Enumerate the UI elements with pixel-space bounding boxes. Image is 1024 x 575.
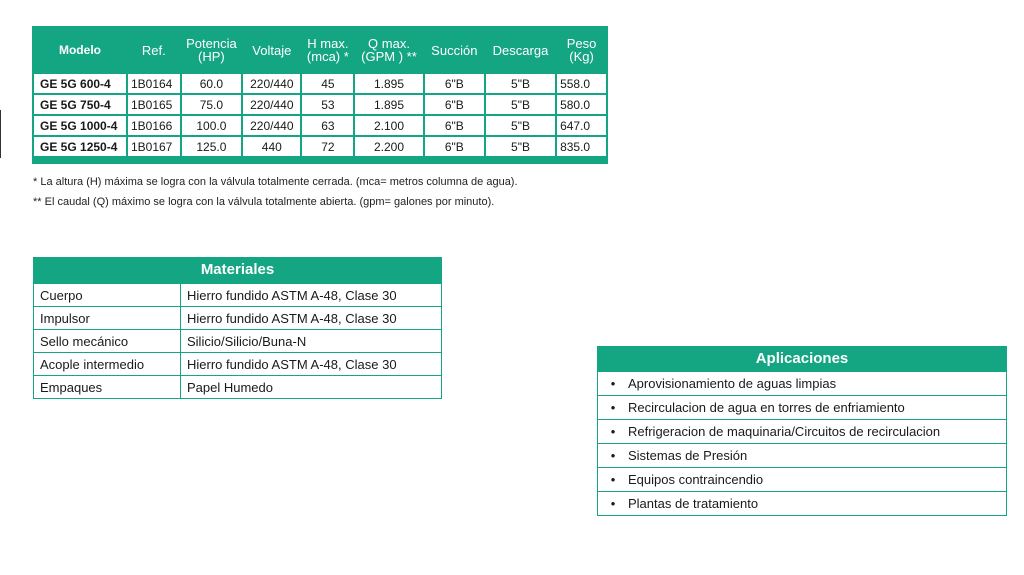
table-row bbox=[34, 307, 442, 330]
material-part: Sello mecánico bbox=[34, 330, 181, 353]
materiales-title: Materiales bbox=[33, 257, 442, 283]
cell-hmax: 63 bbox=[302, 116, 353, 135]
cell-peso: 580.0 bbox=[557, 95, 606, 114]
list-item-label: Aprovisionamiento de aguas limpias bbox=[628, 376, 837, 391]
material-part: Impulsor bbox=[34, 307, 181, 330]
table-row bbox=[34, 137, 606, 156]
cell-descarga: 5"B bbox=[486, 137, 555, 156]
cell-modelo: GE 5G 1000-4 bbox=[34, 116, 126, 135]
cell-modelo: GE 5G 600-4 bbox=[34, 74, 126, 93]
cell-voltaje: 220/440 bbox=[243, 95, 300, 114]
table-row bbox=[34, 74, 606, 93]
material-value: Hierro fundido ASTM A-48, Clase 30 bbox=[181, 307, 442, 330]
list-item-label: Sistemas de Presión bbox=[628, 448, 748, 463]
bullet-icon: • bbox=[610, 424, 616, 439]
material-value: Silicio/Silicio/Buna-N bbox=[181, 330, 442, 353]
table-row bbox=[34, 95, 606, 114]
table-row bbox=[34, 284, 442, 307]
cell-modelo: GE 5G 1250-4 bbox=[34, 137, 126, 156]
cell-succion: 6"B bbox=[425, 95, 484, 114]
list-item bbox=[597, 372, 1007, 396]
cell-hmax: 45 bbox=[302, 74, 353, 93]
list-item bbox=[597, 396, 1007, 420]
cell-voltaje: 440 bbox=[243, 137, 300, 156]
cell-peso: 647.0 bbox=[557, 116, 606, 135]
col-modelo: Modelo bbox=[58, 42, 101, 57]
material-part: Cuerpo bbox=[34, 284, 181, 307]
col-ref: Ref. bbox=[141, 42, 166, 58]
cell-peso: 835.0 bbox=[557, 137, 606, 156]
col-descarga: Descarga bbox=[492, 42, 549, 58]
col-hmax-unit: (mca) * bbox=[306, 49, 349, 64]
list-item-label: Recirculacion de agua en torres de enfriamiento bbox=[628, 400, 905, 415]
cell-descarga: 5"B bbox=[486, 74, 555, 93]
col-potencia-label: Potencia bbox=[186, 36, 237, 51]
aplicaciones-list bbox=[597, 346, 1007, 516]
cell-potencia: 60.0 bbox=[182, 74, 242, 93]
edge-divider bbox=[0, 110, 1, 158]
col-hmax bbox=[302, 28, 353, 72]
col-qmax-label: Q max. bbox=[368, 36, 410, 51]
cell-succion: 6"B bbox=[425, 116, 484, 135]
list-item bbox=[597, 468, 1007, 492]
material-value: Hierro fundido ASTM A-48, Clase 30 bbox=[181, 353, 442, 376]
cell-descarga: 5"B bbox=[486, 116, 555, 135]
material-value: Papel Humedo bbox=[181, 376, 442, 399]
table-row bbox=[34, 376, 442, 399]
cell-ref: 1B0165 bbox=[128, 95, 180, 114]
col-voltaje: Voltaje bbox=[252, 42, 292, 58]
list-item-label: Equipos contraincendio bbox=[628, 472, 764, 487]
col-peso-label: Peso bbox=[566, 36, 597, 51]
col-potencia bbox=[182, 28, 242, 72]
table-row bbox=[34, 116, 606, 135]
col-succion: Succión bbox=[431, 42, 478, 58]
col-hmax-label: H max. bbox=[307, 36, 349, 51]
cell-potencia: 75.0 bbox=[182, 95, 242, 114]
note-altura: * La altura (H) máxima se logra con la válvula totalmente cerrada. (mca= metros columna de agua). bbox=[33, 176, 518, 188]
cell-potencia: 100.0 bbox=[182, 116, 242, 135]
cell-voltaje: 220/440 bbox=[243, 74, 300, 93]
cell-voltaje: 220/440 bbox=[243, 116, 300, 135]
cell-succion: 6"B bbox=[425, 137, 484, 156]
col-qmax bbox=[355, 28, 422, 72]
cell-potencia: 125.0 bbox=[182, 137, 242, 156]
cell-hmax: 72 bbox=[302, 137, 353, 156]
specs-table bbox=[32, 26, 608, 164]
list-item bbox=[597, 420, 1007, 444]
note-caudal: ** El caudal (Q) máximo se logra con la válvula totalmente abierta. (gpm= galones por minuto). bbox=[33, 196, 495, 208]
cell-hmax: 53 bbox=[302, 95, 353, 114]
list-item-label: Plantas de tratamiento bbox=[628, 496, 759, 511]
material-value: Hierro fundido ASTM A-48, Clase 30 bbox=[181, 284, 442, 307]
cell-ref: 1B0164 bbox=[128, 74, 180, 93]
material-part: Empaques bbox=[34, 376, 181, 399]
list-item-label: Refrigeracion de maquinaria/Circuitos de recirculacion bbox=[628, 424, 941, 439]
cell-ref: 1B0167 bbox=[128, 137, 180, 156]
col-qmax-unit: (GPM ) ** bbox=[361, 49, 417, 64]
table-row bbox=[34, 353, 442, 376]
cell-qmax: 1.895 bbox=[355, 74, 422, 93]
list-item bbox=[597, 444, 1007, 468]
cell-peso: 558.0 bbox=[557, 74, 606, 93]
cell-qmax: 1.895 bbox=[355, 95, 422, 114]
bullet-icon: • bbox=[610, 376, 616, 391]
cell-succion: 6"B bbox=[425, 74, 484, 93]
bullet-icon: • bbox=[610, 472, 616, 487]
bullet-icon: • bbox=[610, 496, 616, 511]
col-peso bbox=[557, 28, 606, 72]
list-item bbox=[597, 492, 1007, 516]
col-peso-unit: (Kg) bbox=[569, 49, 594, 64]
col-potencia-unit: (HP) bbox=[198, 49, 225, 64]
cell-qmax: 2.100 bbox=[355, 116, 422, 135]
table-row bbox=[34, 330, 442, 353]
cell-qmax: 2.200 bbox=[355, 137, 422, 156]
cell-modelo: GE 5G 750-4 bbox=[34, 95, 126, 114]
bullet-icon: • bbox=[610, 448, 616, 463]
aplicaciones-title: Aplicaciones bbox=[597, 346, 1007, 372]
cell-ref: 1B0166 bbox=[128, 116, 180, 135]
material-part: Acople intermedio bbox=[34, 353, 181, 376]
materiales-table bbox=[33, 257, 442, 399]
bullet-icon: • bbox=[610, 400, 616, 415]
cell-descarga: 5"B bbox=[486, 95, 555, 114]
